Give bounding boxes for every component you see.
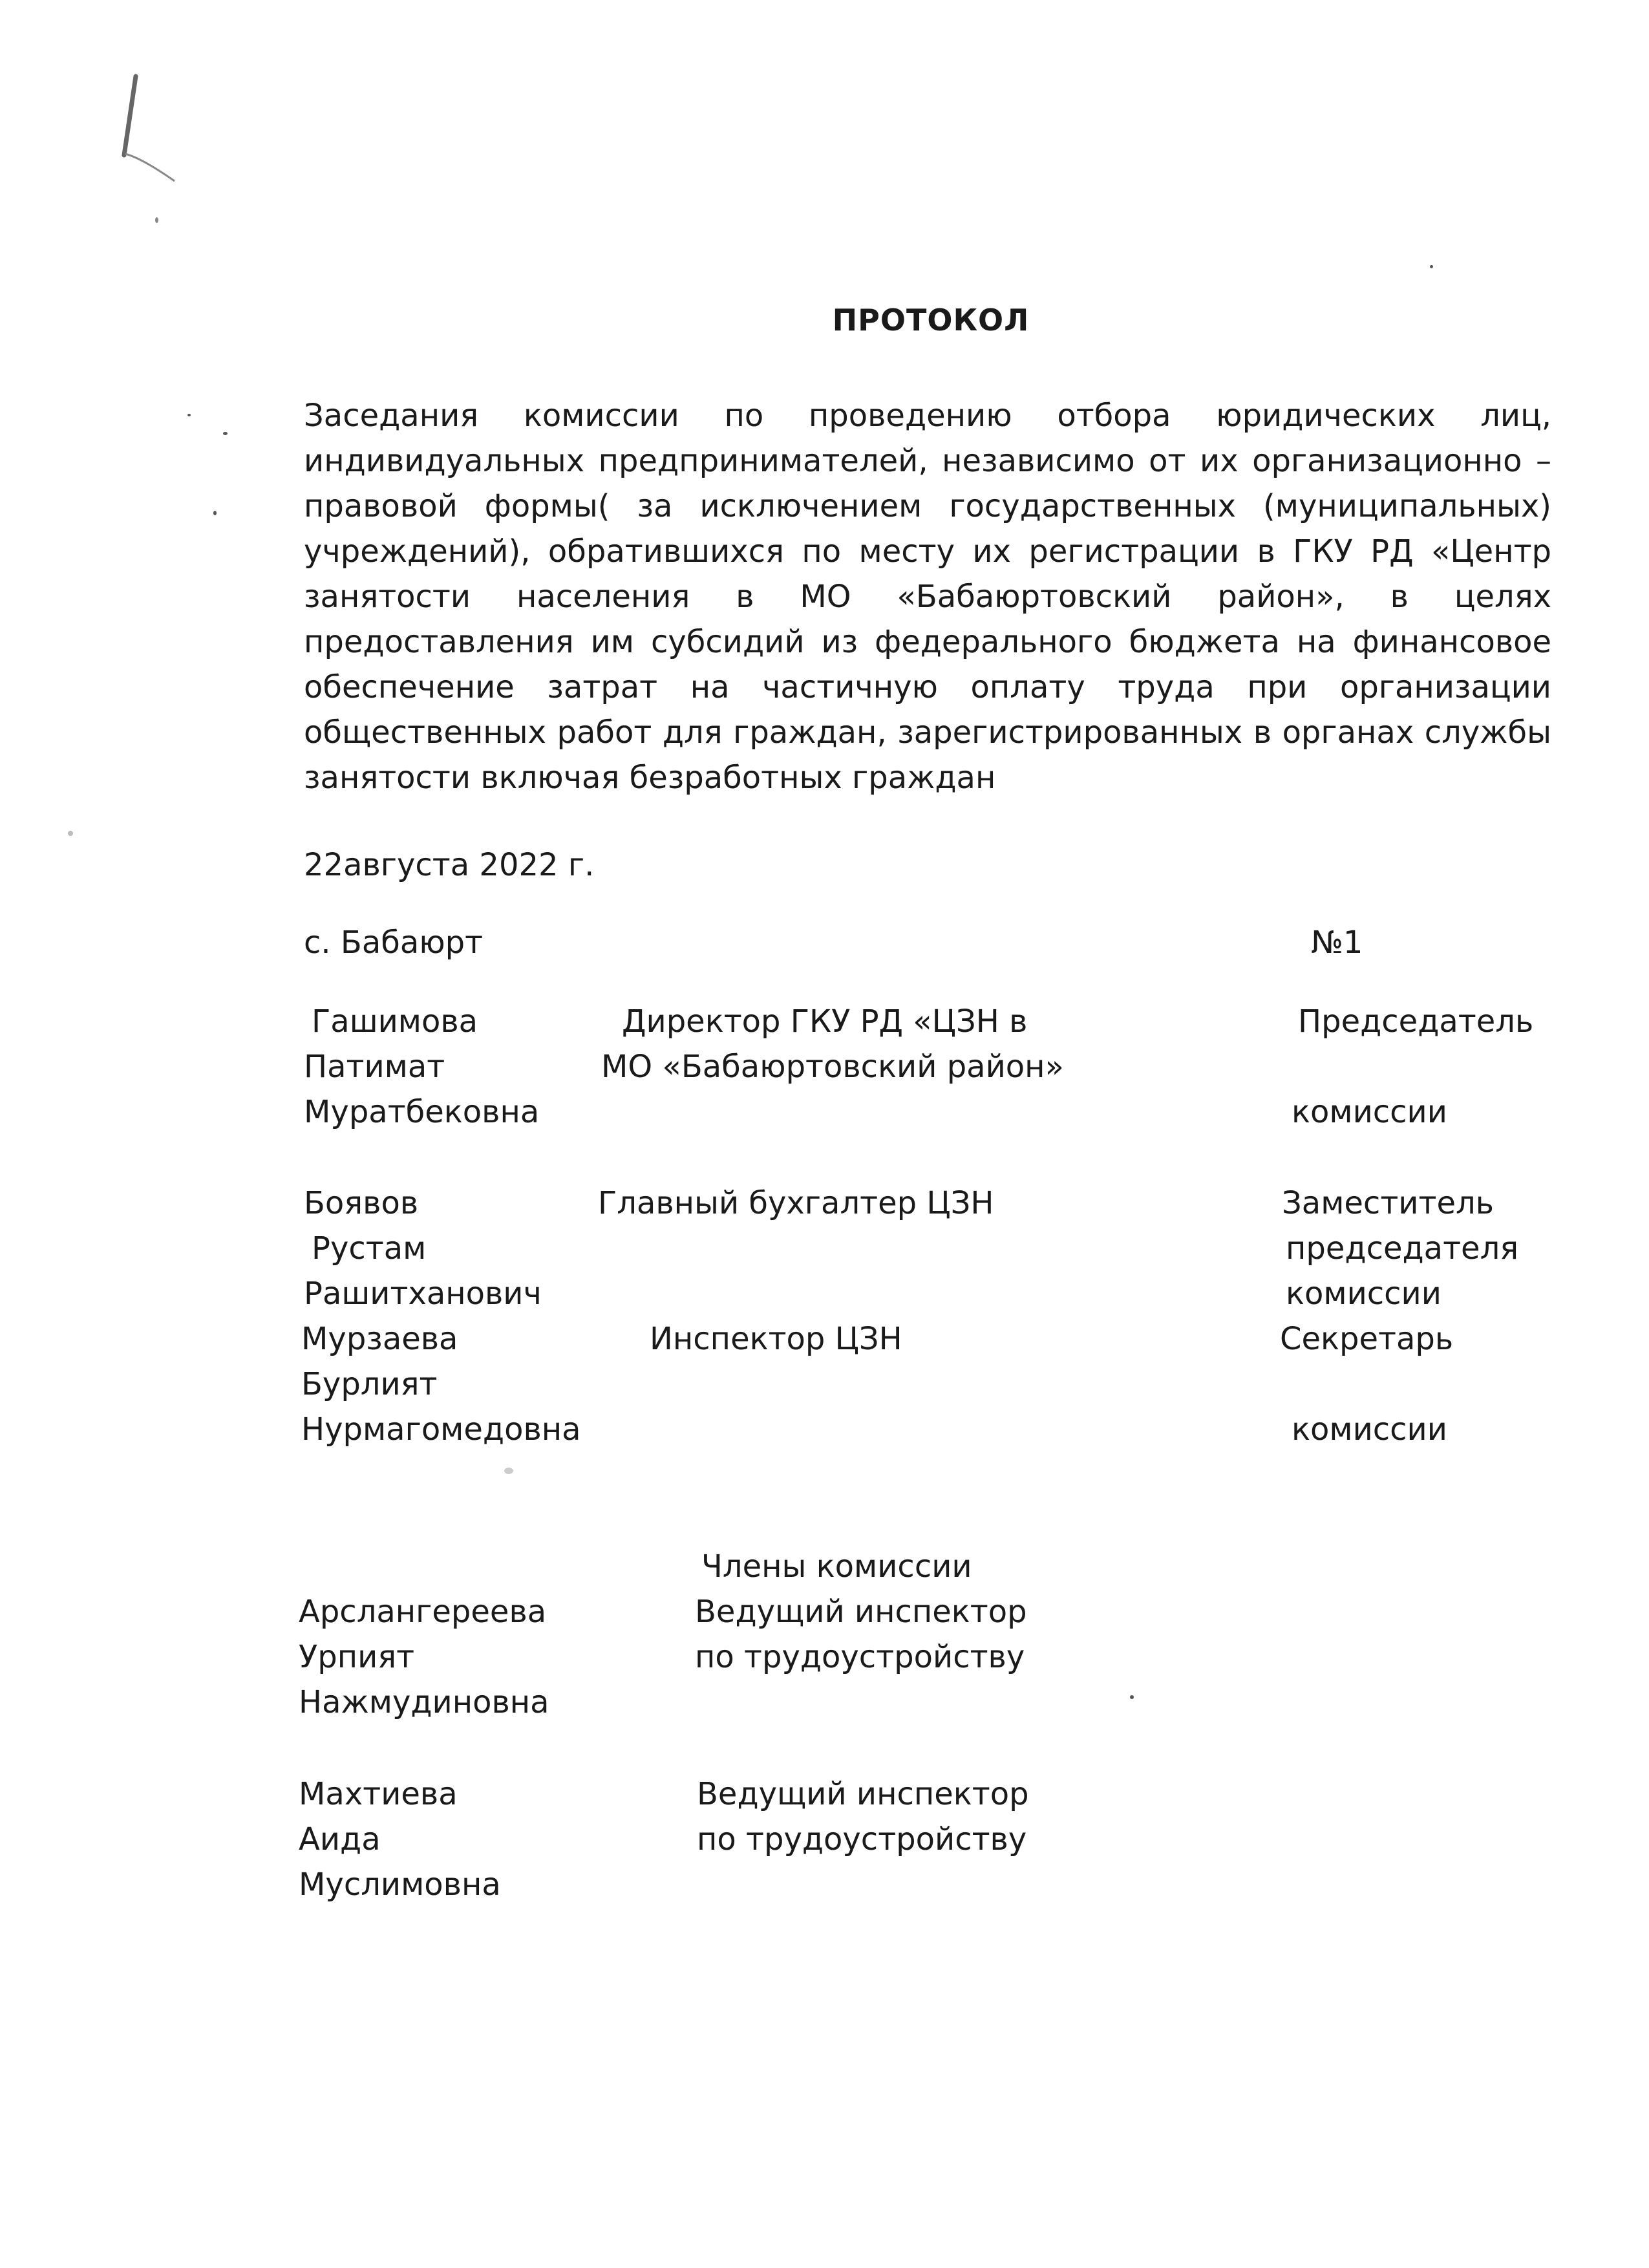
pen-stroke-mark xyxy=(116,71,194,187)
official-position-line: МО «Бабаюртовский район» xyxy=(601,1049,1064,1085)
scan-speck xyxy=(213,511,217,515)
official-surname: Боявов xyxy=(304,1185,419,1221)
document-date: 22августа 2022 г. xyxy=(304,847,595,883)
member-position xyxy=(697,1771,1029,1862)
member-position-line: по трудоустройству xyxy=(695,1639,1025,1675)
document-title: ПРОТОКОЛ xyxy=(832,303,1030,337)
member-name xyxy=(299,1589,549,1725)
official-position-line: Директор ГКУ РД «ЦЗН в xyxy=(622,1003,1028,1040)
official-name xyxy=(304,999,539,1135)
official-first-name: Патимат xyxy=(304,1049,445,1085)
document-intro-paragraph: Заседания комиссии по проведению отбора юридических лиц, индивидуальных предпринимателей, независимо от их организационно – правовой формы( за исключением государственных (муниципальных) учреждений), обратившихся по месту их регистрации в ГКУ РД «Центр занятости населения в МО «Бабаюртовский район», в целях предоставления им субсидий из федерального бюджета на финансовое обеспечение затрат на частичную оплату труда при организации общественных работ для граждан, зарегистрированных в органах службы занятости включая безработных граждан xyxy=(304,398,1551,796)
member-first-name: Урпият xyxy=(299,1639,415,1675)
official-position: Инспектор ЦЗН xyxy=(650,1321,902,1357)
member-patronymic: Муслимовна xyxy=(299,1867,501,1903)
official-name xyxy=(304,1181,542,1316)
official-surname: Мурзаева xyxy=(301,1321,458,1357)
member-position xyxy=(695,1589,1027,1680)
official-first-name: Бурлият xyxy=(301,1366,438,1402)
official-patronymic: Рашитханович xyxy=(304,1276,542,1312)
scan-speck xyxy=(68,831,73,836)
document-place: с. Бабаюрт xyxy=(304,925,484,961)
official-patronymic: Муратбековна xyxy=(304,1094,540,1130)
document-number: №1 xyxy=(1311,925,1363,961)
scan-speck xyxy=(504,1468,513,1474)
official-position xyxy=(601,999,1064,1089)
member-position-line: Ведущий инспектор xyxy=(697,1776,1029,1812)
scan-speck xyxy=(155,217,158,223)
scan-speck xyxy=(1130,1695,1134,1699)
official-role xyxy=(1282,1181,1518,1316)
official-role-line: комиссии xyxy=(1286,1276,1442,1312)
official-role: Председатель xyxy=(1298,1003,1534,1040)
official-role: комиссии xyxy=(1292,1094,1447,1130)
member-surname: Махтиева xyxy=(299,1776,458,1812)
member-first-name: Аида xyxy=(299,1821,381,1857)
official-name xyxy=(301,1316,581,1452)
member-surname: Арслангереева xyxy=(299,1594,547,1630)
member-position-line: Ведущий инспектор xyxy=(695,1594,1027,1630)
member-position-line: по трудоустройству xyxy=(697,1821,1027,1857)
scan-speck xyxy=(223,432,228,435)
official-surname: Гашимова xyxy=(312,1003,478,1040)
official-role: комиссии xyxy=(1292,1411,1447,1448)
official-role-line: председателя xyxy=(1286,1230,1519,1267)
official-role: Секретарь xyxy=(1280,1321,1454,1357)
scan-speck xyxy=(187,414,191,416)
official-first-name: Рустам xyxy=(312,1230,427,1267)
official-role-line: Заместитель xyxy=(1282,1185,1494,1221)
scan-speck xyxy=(1430,265,1433,268)
members-heading: Члены комиссии xyxy=(701,1548,972,1585)
member-name xyxy=(299,1771,501,1907)
member-patronymic: Нажмудиновна xyxy=(299,1684,549,1720)
official-position: Главный бухгалтер ЦЗН xyxy=(598,1185,994,1221)
official-patronymic: Нурмагомедовна xyxy=(301,1411,581,1448)
